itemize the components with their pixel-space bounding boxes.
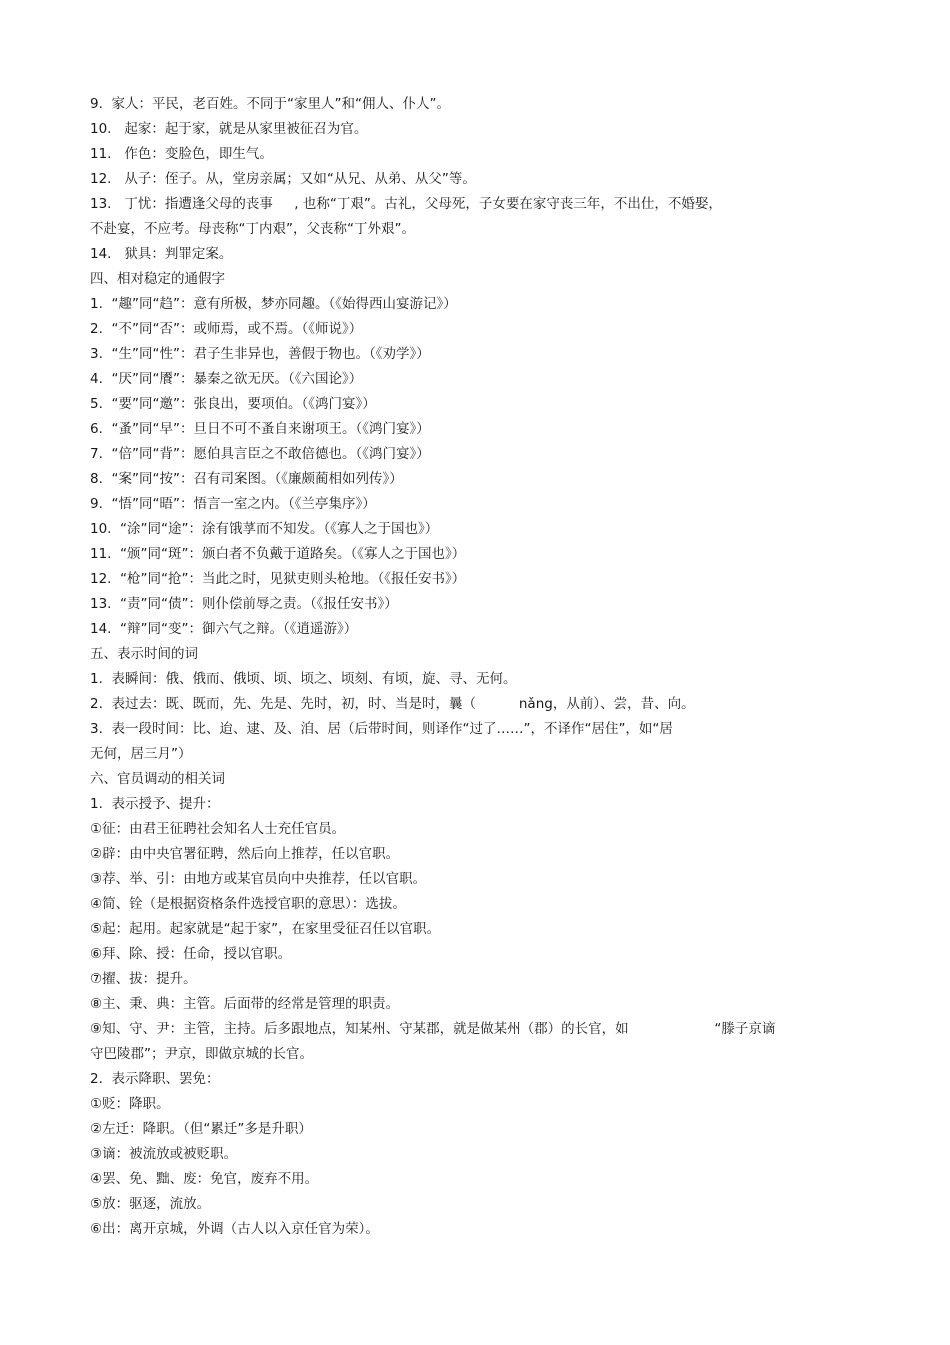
text-line: 11. 作色：变脸色，即生气。 [90,146,273,162]
text-line: 不赴宴，不应考。母丧称“丁内艰”，父丧称“丁外艰”。 [90,221,415,237]
text-line: ③荐、举、引：由地方或某官员向中央推荐，任以官职。 [90,871,427,887]
text-line: 8. “案”同“按”：召有司案图。（《廉颇蔺相如列传》） [90,471,403,487]
text-line: 1. 表示授予、提升： [90,796,220,812]
document-body [90,92,860,1242]
text-line: 2. 表过去：既、既而，先、先是、先时，初，时、当是时，曩（ nǎng，从前）、尝，昔、向。 [90,696,695,712]
text-line: ⑤起：起用。起家就是“起于家”，在家里受征召任以官职。 [90,921,441,937]
text-line: ②辟：由中央官署征聘，然后向上推荐，任以官职。 [90,846,400,862]
text-line: 7. “倍”同“背”：愿伯具言臣之不敢倍德也。（《鸿门宴》） [90,446,430,462]
text-line: 12. “枪”同“抢”：当此之时，见狱吏则头枪地。（《报任安书》） [90,571,466,587]
section-heading: 四、相对稳定的通假字 [90,271,225,287]
text-line: 3. “生”同“性”：君子生非异也，善假于物也。（《劝学》） [90,346,430,362]
text-line: 14. 狱具：判罪定案。 [90,246,233,262]
text-line: ②左迁：降职。（但“累迁”多是升职） [90,1121,312,1137]
text-line: ⑧主、秉、典：主管。后面带的经常是管理的职责。 [90,996,400,1012]
text-line: ④罢、免、黜、废：免官，废弃不用。 [90,1171,319,1187]
text-line: 14. “辩”同“变”：御六气之辩。（《逍遥游》） [90,621,358,637]
text-line: 4. “厌”同“餍”：暴秦之欲无厌。（《六国论》） [90,371,363,387]
section-heading: 五、表示时间的词 [90,646,198,662]
text-line: 2. “不”同“否”：或师焉，或不焉。（《师说》） [90,321,363,337]
text-line: 2. 表示降职、罢免： [90,1071,220,1087]
text-line: 10. 起家：起于家，就是从家里被征召为官。 [90,121,368,137]
text-line: 1. “趣”同“趋”：意有所极，梦亦同趣。（《始得西山宴游记》） [90,296,457,312]
text-line: ③谪：被流放或被贬职。 [90,1146,238,1162]
text-line: ①征：由君王征聘社会知名人士充任官员。 [90,821,346,837]
text-line: 9. “悟”同“晤”：悟言一室之内。（《兰亭集序》） [90,496,376,512]
text-line: ④简、铨（是根据资格条件选授官职的意思）：选拔。 [90,896,406,912]
text-line: 无何，居三月”） [90,746,192,762]
section-heading: 六、官员调动的相关词 [90,771,225,787]
text-line: 11. “颁”同“斑”：颁白者不负戴于道路矣。（《寡人之于国也》） [90,546,466,562]
text-line: 13. “责”同“债”：则仆偿前辱之责。（《报任安书》） [90,596,398,612]
text-line: 9. 家人：平民，老百姓。不同于“家里人”和“佣人、仆人”。 [90,96,450,112]
text-line: 13. 丁忧：指遭逢父母的丧事 , 也称“丁艰”。古礼，父母死，子女要在家守丧三年，不出仕，不婚娶， [90,196,722,212]
text-line: ⑨知、守、尹：主管，主持。后多跟地点，知某州、守某郡，就是做某州（郡）的长官，如 “滕子京谪 [90,1021,776,1037]
text-line: ⑥拜、除、授：任命，授以官职。 [90,946,292,962]
text-line: 12. 从子：侄子。从，堂房亲属；又如“从兄、从弟、从父”等。 [90,171,476,187]
text-line: ⑦擢、拔：提升。 [90,971,197,987]
text-line: 5. “要”同“邀”：张良出，要项伯。（《鸿门宴》） [90,396,376,412]
text-line: ⑤放：驱逐，流放。 [90,1196,211,1212]
text-line: 3. 表一段时间：比、迨、逮、及、洎、居（后带时间，则译作“过了……”，不译作“居住”，如“居 [90,721,673,737]
text-line: 守巴陵郡”；尹京，即做京城的长官。 [90,1046,313,1062]
text-line: 1. 表瞬间：俄、俄而、俄顷、顷、顷之、顷刻、有顷，旋、寻、无何。 [90,671,517,687]
text-line: ⑥出：离开京城，外调（古人以入京任官为荣）。 [90,1221,379,1237]
text-line: ①贬：降职。 [90,1096,170,1112]
text-line: 6. “蚤”同“早”：旦日不可不蚤自来谢项王。（《鸿门宴》） [90,421,430,437]
text-line: 10. “涂”同“途”：涂有饿莩而不知发。（《寡人之于国也》） [90,521,439,537]
